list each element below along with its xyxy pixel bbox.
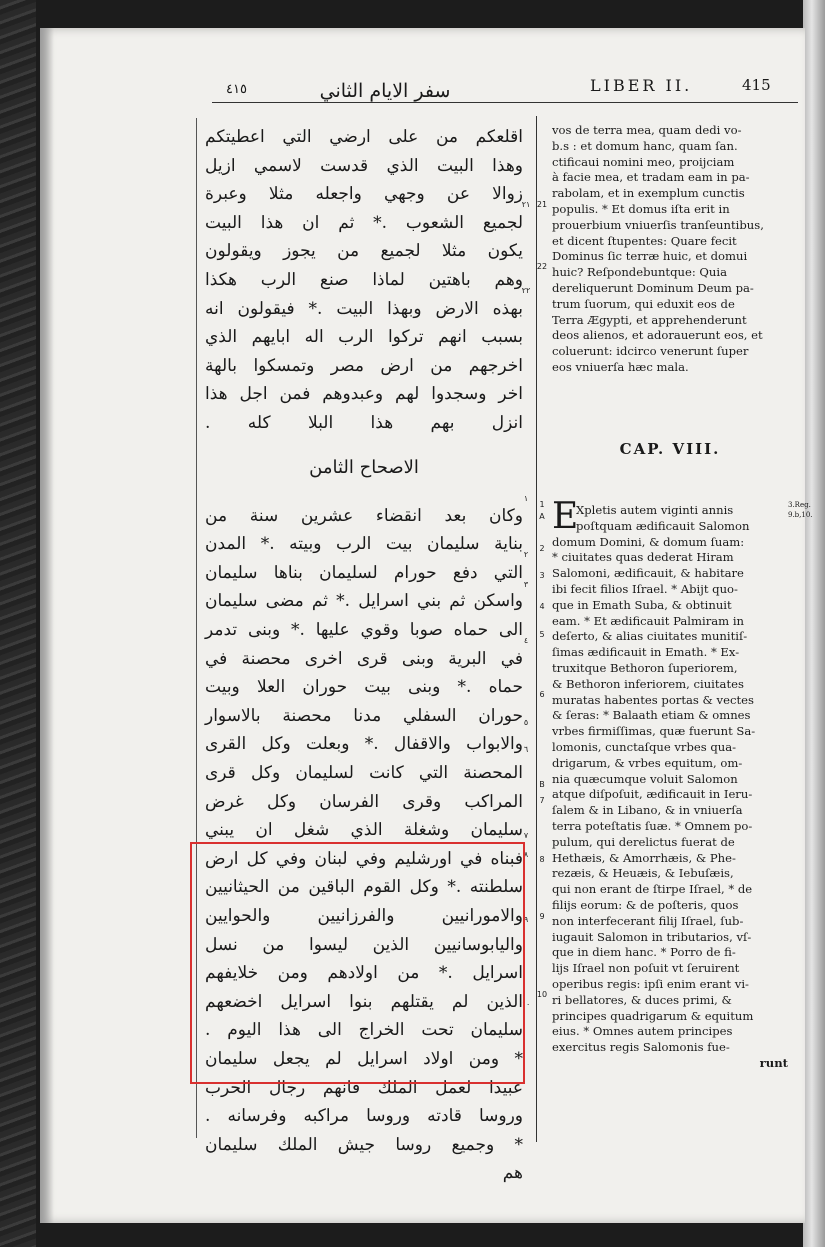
latin-line: & Bethoron inferiorem, ciuitates: [552, 676, 744, 691]
arabic-running-title: سفر الايام الثاني: [319, 80, 451, 102]
latin-folio: 415: [742, 76, 771, 94]
arabic-line: وكان بعد انقضاء عشرين سنة من: [205, 505, 523, 526]
arabic-line: بسبب انهم تركوا الرب اله ابايهم الذي: [205, 327, 523, 348]
latin-line: nia quæcumque voluit Salomon: [552, 771, 738, 786]
latin-line: trum ſuorum, qui eduxit eos de: [552, 296, 735, 311]
latin-line: truxitque Bethoron ſuperiorem,: [552, 661, 738, 675]
arabic-verse-number: ٢١: [521, 200, 531, 209]
latin-line: exercitus regis Salomonis fue-: [552, 1040, 730, 1055]
arabic-verse-number: ١: [523, 494, 529, 503]
latin-verse-number: 5: [539, 630, 545, 639]
latin-drop-initial: E: [552, 496, 579, 537]
arabic-line: وهذا البيت الذي قدست لاسمي ازيل: [205, 155, 523, 176]
arabic-line: وهم باهتين لماذا صنع الرب هكذا: [205, 270, 523, 290]
latin-line: eos vniuerſa hæc mala.: [552, 360, 689, 374]
latin-line: prouerbium vniuerſis tranſeuntibus,: [552, 217, 764, 232]
latin-line: rezæis, & Heuæis, & Iebuſæis,: [552, 866, 734, 881]
latin-line: Dominus ſic terræ huic, et domui: [552, 249, 748, 264]
latin-verse-number: 1: [539, 500, 545, 509]
latin-margin-reference: 3.Reg. 9.b,10.: [788, 501, 813, 519]
latin-column: [552, 118, 790, 1070]
arabic-line: عبيدا لعمل الملك فانهم رجال الحرب: [205, 1077, 523, 1098]
latin-line: coluerunt: idcirco venerunt ſuper: [552, 344, 749, 359]
arabic-line: * ومن اولاد اسرايل لم يجعل سليمان: [205, 1049, 523, 1069]
latin-line: ibi fecit filios Iſrael. * Abijt quo-: [552, 582, 738, 596]
latin-line: b.s : et domum hanc, quam ſan.: [552, 138, 738, 153]
page-gutter-shadow: [40, 28, 54, 1223]
latin-line: domum Domini, & domum ſuam:: [552, 534, 745, 549]
arabic-line: واسكن ثم بني اسرايل .* ثم مضى سليمان: [205, 591, 523, 612]
latin-line: ctificaui nomini meo, proijciam: [552, 154, 735, 169]
latin-line: eam. * Et ædificauit Palmiram in: [552, 613, 745, 628]
latin-running-title: LIBER II.: [590, 76, 693, 95]
latin-line: qui non erant de ſtirpe Iſrael, * de: [552, 882, 753, 897]
latin-line: et dicent ſtupentes: Quare fecit: [552, 233, 737, 248]
latin-line: que in diem hanc. * Porro de fi-: [552, 945, 736, 960]
latin-verse-number: 3: [539, 571, 545, 580]
arabic-line: فبناه في اورشليم وفي لبنان وفي كل ارض: [205, 848, 523, 869]
latin-verse-number: B: [539, 780, 545, 789]
arabic-line: والابواب والاقفال .* وبعلت وكل القرى: [205, 734, 523, 755]
latin-line: vos de terra mea, quam dedi vo-: [552, 123, 742, 137]
arabic-verse-number: ٩: [523, 915, 529, 924]
latin-chapter-heading: CAP. VIII.: [619, 440, 721, 458]
latin-line: terra poteſtatis ſuæ. * Omnem po-: [552, 819, 753, 833]
latin-verse-number: 4: [539, 602, 545, 611]
latin-verse-number: A: [539, 512, 545, 521]
latin-line: filijs eorum: & de poſteris, quos: [552, 898, 739, 912]
arabic-line: انزل بهم هذا البلا كله .: [205, 413, 523, 433]
latin-line: & ſeras: * Balaath etiam & omnes: [552, 708, 751, 723]
arabic-verse-number: ٨: [523, 850, 529, 859]
latin-line: ri bellatores, & duces primi, &: [552, 992, 732, 1007]
latin-line: huic? Reſpondebuntque: Quia: [552, 265, 728, 280]
latin-line: pulum, qui derelictus fuerat de: [552, 834, 735, 849]
latin-verse-number: 2: [539, 544, 545, 553]
arabic-line: وروسا قادته وروسا مراكبه وفرسانه .: [205, 1106, 523, 1127]
latin-line: deſerto, & alias ciuitates munitiſ-: [552, 629, 748, 644]
latin-line: rabolam, et in exemplum cunctis: [552, 186, 745, 201]
latin-line: lomonis, cunctaſque vrbes qua-: [552, 740, 737, 754]
arabic-line: اسرايل .* من اولادهم ومن خلايفهم: [205, 963, 523, 984]
arabic-line: واليابوسانيين الذين ليسوا من نسل: [205, 934, 523, 955]
latin-line: à facie mea, et tradam eam in pa-: [552, 170, 750, 185]
arabic-line: سلطنته .* وكل القوم الباقين من الحيثانيين: [205, 877, 523, 898]
arabic-line: التي دفع حورام لسليمان بناها سليمان: [205, 562, 523, 583]
arabic-line: الذين لم يقتلهم بنوا اسرايل اخضعهم: [205, 991, 523, 1012]
latin-line: muratas habentes portas & vectes: [552, 692, 754, 707]
latin-line: * ciuitates quas dederat Hiram: [552, 550, 734, 565]
arabic-folio: ٤١٥: [226, 82, 247, 97]
latin-line: populis. * Et domus iſta erit in: [552, 202, 730, 216]
book-binding-right: [803, 0, 825, 1247]
arabic-chapter-heading: الاصحاح الثامن: [309, 456, 419, 478]
latin-line: lijs Iſrael non poſuit vt ſeruirent: [552, 961, 740, 976]
latin-verse-number: 10: [536, 990, 548, 999]
arabic-line: المراكب وقرى الفرسان وكل غرض: [205, 791, 523, 812]
arabic-line: يكون مثلا لجميع من يجوز ويقولون: [205, 241, 523, 262]
latin-line: deos alienos, et adorauerunt eos, et: [552, 328, 763, 343]
arabic-verse-number: ١٠: [521, 1000, 531, 1009]
arabic-verse-number: ٧: [523, 831, 529, 840]
latin-line: eius. * Omnes autem principes: [552, 1024, 733, 1039]
arabic-line: اقلعكم من على ارضي التي اعطيتكم: [205, 127, 523, 147]
latin-line: principes quadrigarum & equitum: [552, 1008, 754, 1023]
arabic-line: * وجميع روسا جيش الملك سليمان: [205, 1134, 523, 1155]
arabic-line: بناية سليمان بيت الرب وبيته .* المدن: [205, 534, 523, 555]
arabic-verse-number: ٢: [523, 550, 529, 559]
arabic-line: بهذه الارض وبهذا البيت .* فيقولون انه: [205, 298, 523, 319]
latin-line: ſalem & in Libano, & in vniuerſa: [552, 803, 743, 818]
latin-line: que in Emath Suba, & obtinuit: [552, 597, 732, 612]
latin-line: Terra Ægypti, et apprehenderunt: [552, 312, 747, 327]
arabic-line: الى حماه صوبا وقوي عليها .* وبنى تدمر: [205, 620, 523, 640]
latin-verse-number: 6: [539, 690, 545, 699]
arabic-line: حوران السفلي مدنا محصنة بالاسوار: [205, 705, 523, 726]
arabic-line: سليمان تحت الخراج الى هذا اليوم .: [205, 1020, 523, 1041]
latin-verse-number: 8: [539, 855, 545, 864]
latin-line: drigarum, & vrbes equitum, om-: [552, 755, 743, 770]
arabic-catchword: هم: [502, 1163, 523, 1184]
latin-line: atque diſpoſuit, ædificauit in Ieru-: [552, 787, 753, 802]
arabic-line: اخر وسجدوا لهم وعبدوهم فمن اجل هذا: [205, 384, 523, 405]
latin-verse-number: 9: [539, 912, 545, 921]
arabic-line: المحصنة التي كانت لسليمان وكل قرى: [205, 763, 523, 783]
arabic-line: زوالا عن وجهي واجعله مثلا وعبرة: [205, 184, 523, 205]
latin-catchword: runt: [759, 1056, 788, 1070]
book-binding-left: [0, 0, 36, 1247]
latin-line: dereliquerunt Dominum Deum pa-: [552, 281, 754, 295]
latin-verse-number: 22: [536, 262, 548, 271]
arabic-line: اخرجهم من ارض مصر وتمسكوا بالهة: [205, 355, 523, 376]
latin-verse-number: 21: [536, 200, 548, 209]
latin-line: vrbes firmiſſimas, quæ fuerunt Sa-: [552, 724, 756, 739]
arabic-line: سليمان وشغلة الذي شغل ان يبني: [205, 820, 523, 841]
latin-line: poſtquam ædificauit Salomon: [576, 518, 750, 533]
latin-line: Salomoni, ædificauit, & habitare: [552, 566, 744, 581]
latin-line: Hethæis, & Amorrhæis, & Phe-: [552, 850, 736, 865]
latin-line: iugauit Salomon in tributarios, vſ-: [552, 929, 752, 944]
arabic-line: حماه .* وبنى بيت حوران العلا وبيت: [205, 677, 523, 698]
arabic-line: لجميع الشعوب .* ثم ان هذا البيت: [205, 212, 523, 233]
highlight-box: [190, 842, 525, 1084]
latin-line: operibus regis: ipſi enim erant vi-: [552, 977, 749, 991]
arabic-verse-number: ٢٢: [521, 286, 531, 295]
latin-line: Xpletis autem viginti annis: [576, 503, 734, 517]
arabic-verse-number: ٥: [523, 718, 529, 727]
arabic-line: في البرية وبنى قرى اخرى محصنة في: [205, 648, 523, 669]
latin-line: ſimas ædificauit in Emath. * Ex-: [552, 645, 740, 660]
arabic-verse-number: ٦: [523, 745, 529, 754]
latin-line: non interfecerant filij Iſrael, ſub-: [552, 913, 744, 928]
arabic-verse-number: ٣: [523, 580, 529, 589]
arabic-verse-number: ٤: [523, 636, 529, 645]
header-rule: [212, 102, 798, 103]
latin-verse-number: 7: [539, 796, 545, 805]
arabic-line: والامورانيين والفرزانيين والحوايين: [205, 906, 523, 926]
